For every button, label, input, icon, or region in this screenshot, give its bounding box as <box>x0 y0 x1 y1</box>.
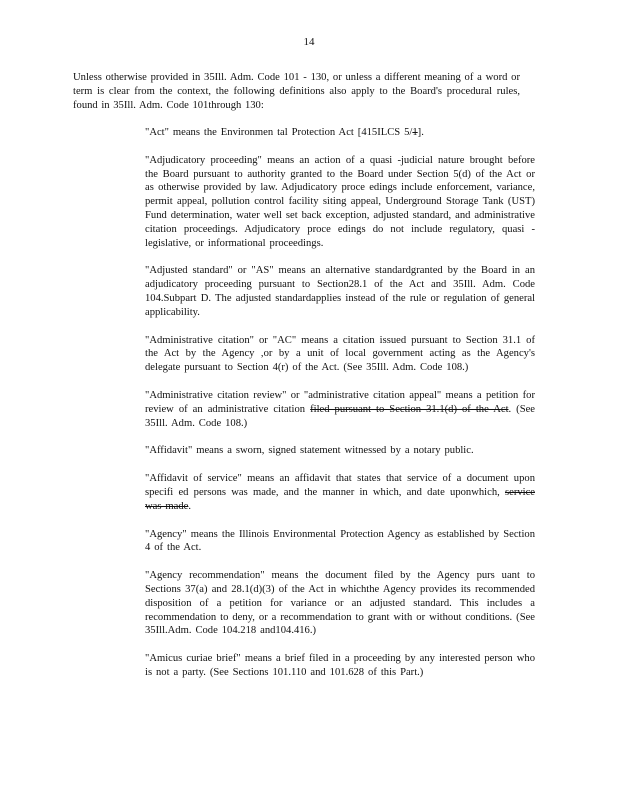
definition-text: "Adjusted standard" or "AS" means an alternative standardgranted by the Board in an adjudicatory proceeding pursuant to Section28.1 of the Act and 35Ill. Adm. Code 104.Subpart D. The adjusted standardapplies instead of the rule or regulation of general applicability. <box>145 265 535 318</box>
definition-act <box>145 126 535 140</box>
definition-adjusted-standard <box>145 264 535 319</box>
definition-text: "Affidavit" means a sworn, signed statement witnessed by a notary public. <box>145 445 474 457</box>
definition-text: "Adjudicatory proceeding" means an action of a quasi -judicial nature brought before the Board pursuant to authority granted to the Board under Section 5(d) of the Act or as otherwise provided by law. Adjudicatory proce edings include enforcement, variance, permit appeal, pollution control facility siting appeal, Underground Storage Tank (UST) Fund determination, water well set back exception, adjusted standard, and administrative citation proceedings. Adjudicatory proce edings do not include regulatory, quasi -legislative, or informational proceedings. <box>145 154 535 249</box>
definition-text: "Agency recommendation" means the document filed by the Agency purs uant to Sections 37(a) and 28.1(d)(3) of the Act in whichthe Agency provides its recommended disposition of a petition for variance or an adjusted standard. This includes a recommendation to deny, or a recommendation to grant with or without conditions. (See 35Ill.Adm. Code 104.218 and104.416.) <box>145 570 535 637</box>
deleted-text: 1 <box>412 127 418 138</box>
definition-affidavit-of-service <box>145 472 535 513</box>
definition-text: "Administrative citation" or "AC" means a citation issued pursuant to Section 31.1 of the Act by the Agency ,or by a unit of local government acting as the Agency's delegate pursuant to Section 4(r) of the Act. (See 35Ill. Adm. Code 108.) <box>145 334 535 374</box>
definition-text: "Act" means the Environmen tal Protection Act [415ILCS 5/ <box>145 127 413 138</box>
definition-text-after: . (See 35Ill. Adm. Code 108.) <box>145 403 536 429</box>
definition-amicus-curiae-brief <box>145 652 535 680</box>
page-number: 14 <box>303 36 315 48</box>
definition-text: "Administrative citation review" or "administrative citation appeal" means a petition for review of an administrative citation <box>145 389 535 415</box>
deleted-text: service was made <box>145 486 535 512</box>
definition-text-after: ]. <box>417 127 424 138</box>
definition-agency-recommendation <box>145 569 535 638</box>
definition-text-after: . <box>188 500 192 512</box>
definition-agency <box>145 528 535 556</box>
definition-text: "Affidavit of service" means an affidavit that states that service of a document upon specifi ed persons was made, and the manner in which, and date uponwhich, <box>145 473 535 498</box>
definition-administrative-citation-review <box>145 389 535 430</box>
intro-paragraph: Unless otherwise provided in 35Ill. Adm. Code 101 - 130, or unless a different meaning of a word or term is clear from the context, the following definitions also apply to the Board's procedural rules, found in 35Ill. Adm. Code 101through 130: <box>73 72 520 111</box>
definitions-list <box>145 126 535 694</box>
definition-affidavit <box>145 444 535 458</box>
definition-administrative-citation <box>145 334 535 375</box>
definition-text: "Agency" means the Illinois Environmental Protection Agency as established by Section 4 of the Act. <box>145 528 535 554</box>
definition-adjudicatory-proceeding <box>145 154 535 251</box>
definition-text: "Amicus curiae brief" means a brief filed in a proceeding by any interested person who is not a party. (See Sections 101.110 and 101.628 of this Part.) <box>145 653 535 678</box>
deleted-text: filed pursuant to Section 31.1(d) of the Act <box>310 403 509 415</box>
